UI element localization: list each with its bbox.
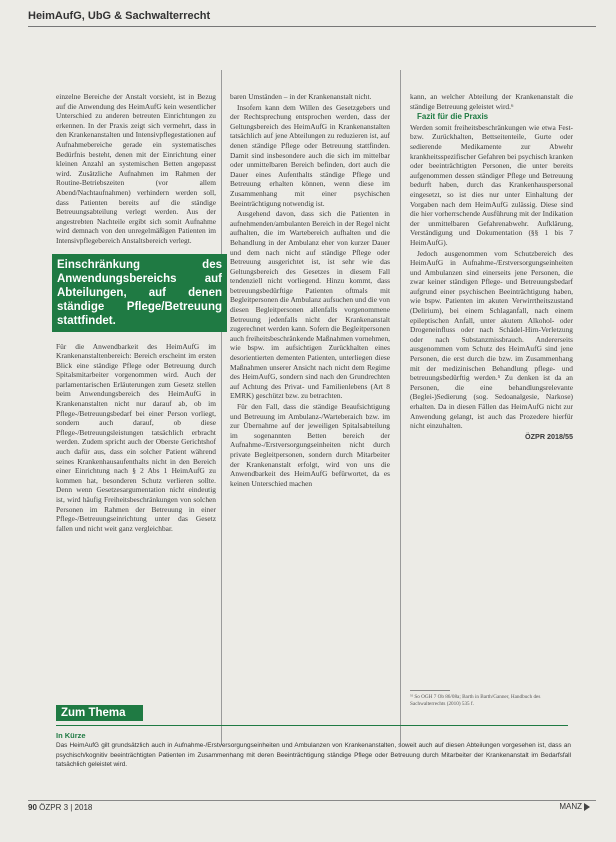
- article-source: ÖZPR 2018/55: [525, 431, 573, 441]
- column2-paragraph: baren Umständen – in der Krankenanstalt nicht.: [230, 92, 372, 101]
- column2-paragraph: Ausgehend davon, dass sich die Patienten in aufnehmenden/ambulanten Bereich in der Regel nicht aufhalten, die im Wartebereich aufhalten und die Behandlung in der Ambulanz eher von kurzer Dauer und dem nach nicht auf ständige Pflege oder Betreuung ausgerichtet ist, ist sehr wie das Geltungsbereich des Gesetzes in diesem Fall tendenziell nicht vorliegend. Hinzu kommt, dass betreuungsbedürftige Patienten oftmals mit Begleitpersonen die Ambulanz aufsuchen und die von diesen Begleitpersonen allenfalls vorgenommene Betreuung jedenfalls nicht der Krankenanstalt zugerechnet werden kann. Sofern die Begleitpersonen auch freiheitsbeschränkende Maßnahmen vornehmen, wie bspw. im aufsichtigen Zurückhalten eines desorientierten dementen Patienten, unterliegen diese Maßnahmen unserer Ansicht nach nicht dem Regime des HeimAufG, sondern sind nach den Grundrechten auf Achtung des Privat- und Familienlebens (Art 8 EMRK) geschützt bzw. zu betrachten.: [230, 209, 390, 401]
- journal-issue: ÖZPR 3 | 2018: [39, 803, 93, 812]
- column1-paragraph: Für die Anwendbarkeit des HeimAufG im Krankenanstaltenbereich: Bereich erscheint im ersten Blick eine ständige Pflege oder Betreuung durch Spitalsmitarbeiter vorgenommen wird. Auch der parlamentarischen Erläuterungen zum Gesetz stellen beim Anwendungsbereich des HeimAufG in Krankenanstalten nicht nur darauf ab, ob im Pflege-/Betreuungsbedarf bei einer Person vorliegt, sondern auch darauf, ob diese Pflege-/Betreuungsleistungen tatsächlich erbracht werden. Zudem spricht auch der Oberste Gerichtshof auch dafür aus, dass ein solcher Patient während seines Krankenhausaufenthalts nicht in den Bereich einer Einrichtung nach § 2 Abs 1 HeimAufG zu kommen hat, besonderen Schutz verlieren sollte. Denn wenn Gesetzesargumentation nicht eindeutig ist, wird häufig Freiheitsbeschränkungen von solchen Personen im Rahmen der Betreuung in einer Pflege-/Betreuungseinrichtung unter das Gesetz fallen und nicht weit ganz vergleichbar.: [56, 341, 216, 533]
- in-kuerze-text: Das HeimAufG gilt grundsätzlich auch in Aufnahme-/Erstversorgungseinheiten und Ambulanzen von Krankenanstalten, soweit auch auf diesen Abteilungen vorgesehen ist, dass an psychisch/kognitiv beeinträchtigten Patienten im Zusammenhang mit deren Beeinträchtigung ständige Pflege oder Betreuung durch Mitarbeiter der Krankenanstalt im Bedarfsfall tatsächlich geleistet wird.: [56, 742, 571, 768]
- page-number: 90: [28, 803, 37, 812]
- page-footer: [28, 803, 92, 812]
- column3-paragraph: Jedoch ausgenommen vom Schutzbereich des HeimAufG in Aufnahme-/Erstversorgungseinheiten und Ambulanzen sind einerseits jene Personen, die zwar keiner ständigen Pflege- und Betreuungsbedarf aufgrund einer psychischen Beeinträchtigung haben, wie bspw. Patienten im akuten Verwirrtheitszustand (Delirium), bei einem Schlaganfall, nach einem epileptischen Anfall, unter akutem Alkohol- oder Drogeneinfluss oder nach Schädel-Hirn-Verletzung oder nach Substanzmissbrauch. Andererseits ausgenommen vom Schutz des HeimAufG sind jene Personen, die erst durch die bzw. im Zusammenhang mit der medizinischen Behandlung pflege- und betreuungsbedürftig werden.⁵ Zu denken ist da an Personen, die eine behandlungsrelevante (Beglei-)Sedierung (sog. Sedoanalgesie, Narkose) erhalten. Da in diesen Fällen das HeimAufG nicht zur Anwendung gelangt, ist auch das Prozedere hierfür nicht einzuhalten.: [410, 248, 573, 431]
- column-divider-1: [221, 70, 222, 745]
- footer-rule: [28, 800, 596, 801]
- arrow-icon: [584, 803, 590, 811]
- column1-paragraph: einzelne Bereiche der Anstalt vorsieht, ist in Bezug auf die Anwendung des HeimAufG kein wesentlicher Unterschied zu anderen betreuten Einrichtungen zu erkennen. In der Praxis zeigt sich vermehrt, dass in den Krankenanstalten und Intensivpflegestationen auf Aufnahmebereiche gerade ein systematisches Bedürfnis besteht, denen mit der Einrichtung einer kleinen Anzahl an systemischen Betten angepasst wird. Zusätzliche Aufnahmen im Rahmen der Routine-Betriebszeiten (vor allem Abend/Nachtaufnahmen) verhindern werden soll, dass Patienten bereits auf die ständige Betreuungsabteilung verlegt werden. Aus der angestrebten Nachteile ergibt sich somit Aufnahme wird demnach von den unregelmäßigen Patienten im Intensivpflegebereich Anstaltsbereich verlegt.: [56, 92, 216, 245]
- publisher-name: MANZ: [559, 802, 582, 811]
- footnote-rule: [410, 690, 450, 691]
- zum-thema-heading: Zum Thema: [56, 705, 143, 721]
- text-column-2: [230, 92, 390, 489]
- text-column-3: [410, 92, 573, 442]
- column2-paragraph: Insofern kann dem Willen des Gesetzgebers und der Rechtsprechung entsprochen werden, dass der Geltungsbereich des HeimAufG in Krankenanstalten tatsächlich auf jene Abteilungen zu reduzieren ist, auf denen ständige Pflege oder Betreuung stattfinden. Damit sind insbesondere auch die sich im mittelbar oder unmittelbaren Bereich befinden, dort auch die Dauer eines Aufenthalts ständige Pflege und Betreuung erhalten können, wenn diese im Zusammenhang mit einer psychischen Beeinträchtigung notwendig ist.: [230, 102, 390, 208]
- column3-paragraph: Werden somit freiheitsbeschränkungen wie etwa Fest- bzw. Zurückhalten, Bettseitenteile, Gurte oder sedierende Medikamente zur Abwehr krankheitsspezifischer Gefahren bei psychisch kranken oder beeinträchtigten Personen, die unter bereits aufgenommen dessen ständiger Pflege und Betreuung bedurft haben, durch das Krankenhauspersonal eingesetzt, so ist dies nur unter Einhaltung der Vorgaben nach dem HeimAufG zulässig. Diese sind die hier vorherrschende Ausführung mit der Indikation der unmittelbaren Gefahrenabwehr. Aufklärung, Verständigung und Dokumentation (§§ 1 bis 7 HeimAufG).: [410, 122, 573, 247]
- running-head: HeimAufG, UbG & Sachwalterrecht: [28, 10, 211, 22]
- footnote: ⁵⁾ So OGH 7 Ob 86/08a; Barth in Barth/Ganner, Handbuch des Sachwalterrechts (2010) 535 f.: [410, 694, 541, 707]
- zum-thema-rule: [56, 725, 568, 726]
- column-divider-2: [400, 70, 401, 745]
- publisher-logo: [559, 802, 590, 811]
- header-rule: [28, 26, 596, 27]
- column3-paragraph: kann, an welcher Abteilung der Krankenanstalt die ständige Betreuung geleistet wird.⁶: [410, 92, 573, 111]
- subheading: Fazit für die Praxis: [417, 112, 489, 122]
- text-column-1: [56, 92, 222, 534]
- section-heading-box: Einschränkung des Anwendungsbereichs auf Abteilungen, auf denen ständige Pflege/Betreuung stattfindet.: [52, 254, 227, 332]
- column2-paragraph: Für den Fall, dass die ständige Beaufsichtigung und Betreuung im Ambulanz-/Warteberaich bzw. im zur Übernahme auf der jeweiligen Spitalsabteilung im sogenannten Betten bereich der Aufnahme-/Erstversorgungseinheiten nicht durch private Begleitpersonen, sondern durch Mitarbeiter der Krankenanstalt erfolgt, wird von uns die Anwendbarkeit des HeimAufG befürwortet, da es keinen Unterschied machen: [230, 402, 390, 488]
- in-kuerze-label: In Kürze: [56, 731, 86, 740]
